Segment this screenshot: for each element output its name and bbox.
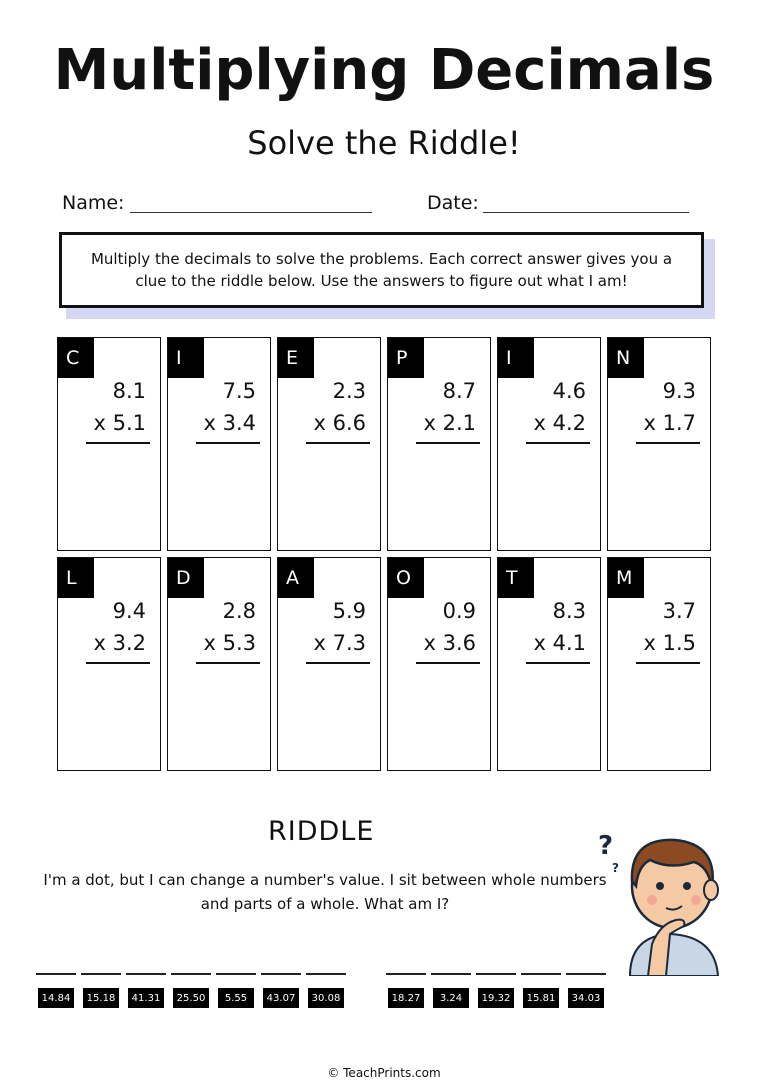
letter-blank-line[interactable] — [126, 973, 166, 975]
letter-blank-line[interactable] — [386, 973, 426, 975]
problem-card[interactable] — [607, 557, 711, 771]
multiplicand: 8.1 — [112, 379, 146, 403]
letter-blank-line[interactable] — [521, 973, 561, 975]
answer-slot[interactable] — [306, 973, 346, 1008]
multiplier: x 4.1 — [533, 631, 586, 655]
multiplicand: 9.3 — [662, 379, 696, 403]
multiplicand: 2.8 — [222, 599, 256, 623]
multiplier: x 1.5 — [643, 631, 696, 655]
answer-underline — [526, 442, 590, 444]
answer-underline — [636, 442, 700, 444]
answer-slot[interactable] — [521, 973, 561, 1008]
answer-underline — [196, 442, 260, 444]
answer-underline — [636, 662, 700, 664]
problem-card[interactable] — [277, 337, 381, 551]
problem-card[interactable] — [167, 337, 271, 551]
letter-blank-line[interactable] — [431, 973, 471, 975]
multiplicand: 3.7 — [662, 599, 696, 623]
question-mark-icon: ? — [598, 831, 614, 861]
problem-card[interactable] — [167, 557, 271, 771]
answer-slot[interactable] — [126, 973, 166, 1008]
letter-badge: D — [168, 558, 204, 598]
answer-slot[interactable] — [36, 973, 76, 1008]
footer-copyright: © TeachPrints.com — [327, 1066, 441, 1080]
problem-card[interactable] — [607, 337, 711, 551]
letter-blank-line[interactable] — [171, 973, 211, 975]
answer-slot[interactable] — [261, 973, 301, 1008]
answer-value-box: 3.24 — [433, 988, 469, 1008]
riddle-heading: RIDDLE — [268, 816, 375, 847]
letter-blank-line[interactable] — [81, 973, 121, 975]
answer-slot[interactable] — [171, 973, 211, 1008]
answer-slot[interactable] — [386, 973, 426, 1008]
letter-badge: N — [608, 338, 644, 378]
instructions-text: Multiply the decimals to solve the problems. Each correct answer gives you a clue to the riddle below. Use the answers to figure out what I am! — [90, 250, 673, 290]
answer-underline — [416, 442, 480, 444]
problem-card[interactable] — [57, 337, 161, 551]
answer-value-box: 15.18 — [83, 988, 119, 1008]
letter-badge: P — [388, 338, 424, 378]
problem-card[interactable] — [277, 557, 381, 771]
answer-underline — [86, 662, 150, 664]
page-subtitle: Solve the Riddle! — [247, 124, 521, 162]
letter-blank-line[interactable] — [476, 973, 516, 975]
letter-badge: L — [58, 558, 94, 598]
letter-badge: C — [58, 338, 94, 378]
multiplicand: 8.3 — [552, 599, 586, 623]
answer-value-box: 19.32 — [478, 988, 514, 1008]
multiplier: x 3.4 — [203, 411, 256, 435]
problem-card[interactable] — [387, 337, 491, 551]
multiplicand: 5.9 — [332, 599, 366, 623]
answer-value-box: 15.81 — [523, 988, 559, 1008]
multiplier: x 7.3 — [313, 631, 366, 655]
letter-blank-line[interactable] — [216, 973, 256, 975]
riddle-text: I'm a dot, but I can change a number's value. I sit between whole numbers and parts of a whole. What am I? — [43, 871, 607, 913]
problem-card[interactable] — [57, 557, 161, 771]
letter-blank-line[interactable] — [306, 973, 346, 975]
answer-slot[interactable] — [431, 973, 471, 1008]
multiplier: x 3.6 — [423, 631, 476, 655]
letter-blank-line[interactable] — [36, 973, 76, 975]
answer-value-box: 43.07 — [263, 988, 299, 1008]
answer-value-box: 18.27 — [388, 988, 424, 1008]
answer-slot[interactable] — [81, 973, 121, 1008]
date-line[interactable] — [483, 212, 689, 213]
multiplier: x 3.2 — [93, 631, 146, 655]
multiplicand: 9.4 — [112, 599, 146, 623]
problem-card[interactable] — [497, 557, 601, 771]
multiplicand: 2.3 — [332, 379, 366, 403]
multiplier: x 4.2 — [533, 411, 586, 435]
multiplier: x 2.1 — [423, 411, 476, 435]
answer-value-box: 30.08 — [308, 988, 344, 1008]
name-line[interactable] — [130, 212, 372, 213]
answer-value-box: 5.55 — [218, 988, 254, 1008]
date-label: Date: — [427, 192, 479, 214]
answer-underline — [86, 442, 150, 444]
letter-badge: I — [168, 338, 204, 378]
multiplicand: 8.7 — [442, 379, 476, 403]
letter-badge: O — [388, 558, 424, 598]
letter-badge: M — [608, 558, 644, 598]
problem-grid — [57, 337, 711, 771]
answer-underline — [306, 442, 370, 444]
answer-slot[interactable] — [566, 973, 606, 1008]
answer-underline — [526, 662, 590, 664]
answer-slot[interactable] — [216, 973, 256, 1008]
letter-badge: I — [498, 338, 534, 378]
answer-underline — [196, 662, 260, 664]
answer-underline — [416, 662, 480, 664]
answer-value-box: 34.03 — [568, 988, 604, 1008]
letter-blank-line[interactable] — [566, 973, 606, 975]
multiplicand: 4.6 — [552, 379, 586, 403]
page-title: Multiplying Decimals — [53, 38, 715, 103]
name-label: Name: — [62, 192, 125, 214]
multiplier: x 6.6 — [313, 411, 366, 435]
letter-badge: E — [278, 338, 314, 378]
multiplier: x 5.1 — [93, 411, 146, 435]
multiplier: x 5.3 — [203, 631, 256, 655]
problem-card[interactable] — [497, 337, 601, 551]
letter-badge: A — [278, 558, 314, 598]
multiplicand: 0.9 — [442, 599, 476, 623]
answer-value-box: 41.31 — [128, 988, 164, 1008]
multiplicand: 7.5 — [222, 379, 256, 403]
instructions-box — [59, 232, 704, 308]
letter-badge: T — [498, 558, 534, 598]
answer-value-box: 25.50 — [173, 988, 209, 1008]
answer-underline — [306, 662, 370, 664]
multiplier: x 1.7 — [643, 411, 696, 435]
svg-text:?: ? — [612, 861, 619, 875]
answer-value-box: 14.84 — [38, 988, 74, 1008]
answer-slot[interactable] — [476, 973, 516, 1008]
thinking-character-illustration — [590, 826, 740, 976]
problem-card[interactable] — [387, 557, 491, 771]
letter-blank-line[interactable] — [261, 973, 301, 975]
